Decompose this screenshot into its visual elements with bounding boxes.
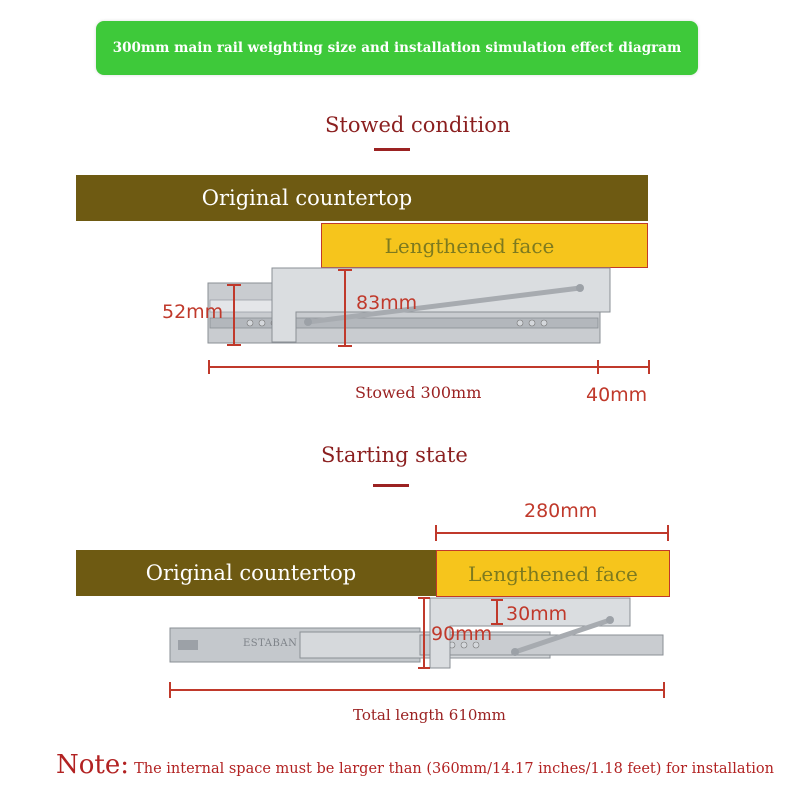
starting-dim-total: Total length 610mm xyxy=(353,706,506,724)
starting-countertop-label: Original countertop xyxy=(145,561,357,585)
starting-dim-30: 30mm xyxy=(506,603,568,625)
installation-note xyxy=(56,750,774,780)
stowed-dim-83: 83mm xyxy=(356,292,418,314)
stowed-title: Stowed condition xyxy=(325,113,511,137)
starting-dim-280: 280mm xyxy=(524,500,598,522)
starting-face-label: Lengthened face xyxy=(468,561,638,586)
stowed-face-label: Lengthened face xyxy=(384,233,555,258)
starting-title: Starting state xyxy=(321,443,468,467)
stowed-dim-length: Stowed 300mm xyxy=(355,383,482,402)
note-label: Note: xyxy=(56,750,129,780)
stowed-dim-extra: 40mm xyxy=(586,384,648,406)
starting-rail-clip xyxy=(178,640,198,650)
header-title: 300mm main rail weighting size and installation simulation effect diagram xyxy=(112,40,682,56)
note-text: The internal space must be larger than (360mm/14.17 inches/1.18 feet) for installation xyxy=(134,761,775,777)
stowed-countertop-label: Original countertop xyxy=(201,186,413,210)
starting-dim-90: 90mm xyxy=(431,623,493,645)
stowed-dim-52: 52mm xyxy=(162,301,224,323)
starting-rail-brand: ESTABAN xyxy=(243,638,298,649)
